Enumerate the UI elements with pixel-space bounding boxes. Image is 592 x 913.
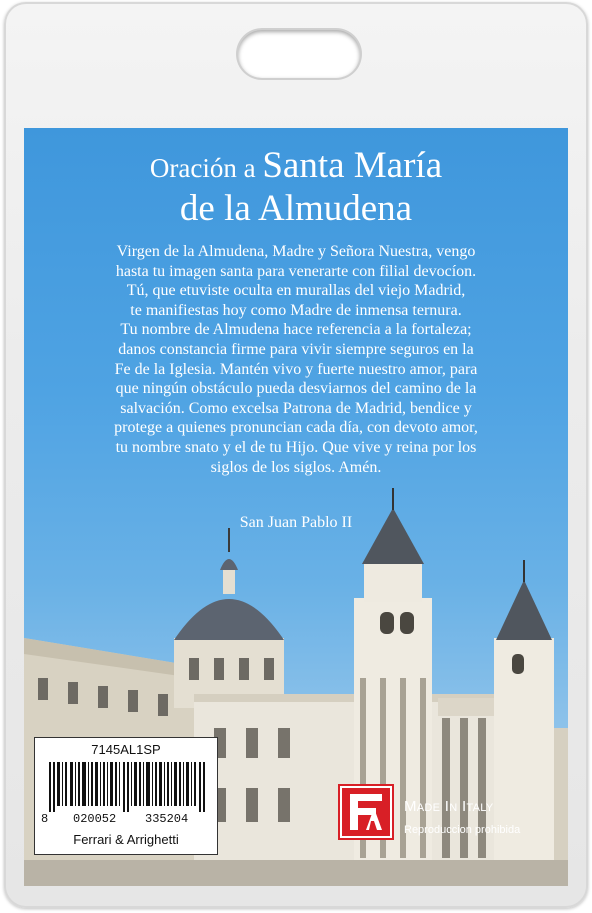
product-code: 7145AL1SP bbox=[91, 742, 161, 757]
title-line-2: de la Almudena bbox=[179, 188, 413, 229]
prayer-line: salvación. Como excelsa Patrona de Madrid, bendice y bbox=[120, 399, 472, 417]
italy-letter: I bbox=[457, 798, 467, 815]
prayer-line: Virgen de la Almudena, Madre y Señora Nuestra, vengo bbox=[116, 243, 476, 260]
made-letter: M bbox=[404, 798, 417, 815]
prayer-line: hasta tu imagen santa para venerarte con filial devocíon. bbox=[115, 262, 477, 280]
prayer-line: tu nombre snato y el de tu Hijo. Que vive y reina por los bbox=[115, 438, 477, 456]
prayer-text bbox=[32, 242, 560, 477]
barcode-digits-left: 020052 bbox=[73, 812, 117, 826]
prayer-line: Tú, que etuviste oculta en murallas del viejo Madrid, bbox=[126, 282, 466, 300]
prayer-line: siglos de los siglos. Amén. bbox=[210, 458, 382, 476]
barcode-digit-first: 8 bbox=[41, 812, 49, 826]
in-letter: I bbox=[440, 798, 450, 815]
made-in-italy bbox=[404, 798, 494, 815]
prayer-line: Tu nombre de Almudena hace referencia a la fortaleza; bbox=[120, 321, 472, 339]
prayer-author: San Juan Pablo II bbox=[239, 514, 353, 531]
barcode-digits-right: 335204 bbox=[145, 812, 189, 826]
italy-rest: TALY bbox=[466, 802, 494, 814]
barcode-icon bbox=[49, 762, 205, 812]
hang-hole bbox=[238, 30, 360, 78]
prayer-line: Fe de la Iglesia. Mantén vivo y fuerte nuestro amor, para bbox=[114, 360, 478, 378]
made-rest: ADE bbox=[416, 802, 441, 814]
prayer-line: protege a quienes pronuncian cada día, con devoto amor, bbox=[114, 419, 478, 437]
title-emphasis: Santa María bbox=[262, 145, 443, 186]
prayer-title bbox=[24, 146, 568, 230]
prayer-line: danos constancia firme para vivir siempre seguros en la bbox=[118, 340, 474, 358]
barcode-label bbox=[34, 737, 218, 855]
brand-name: Ferrari & Arrighetti bbox=[73, 832, 179, 847]
prayer-line: te manifiestas hoy como Madre de inmensa ternura. bbox=[130, 301, 462, 319]
in-rest: N bbox=[449, 802, 458, 814]
fa-monogram-logo-icon bbox=[338, 784, 394, 840]
reproduction-notice: Reproduccion prohibida bbox=[404, 824, 521, 836]
title-prefix: Oración a bbox=[149, 153, 263, 183]
prayer-line: que ningún obstáculo pueda desviarnos del camino de la bbox=[115, 380, 477, 398]
